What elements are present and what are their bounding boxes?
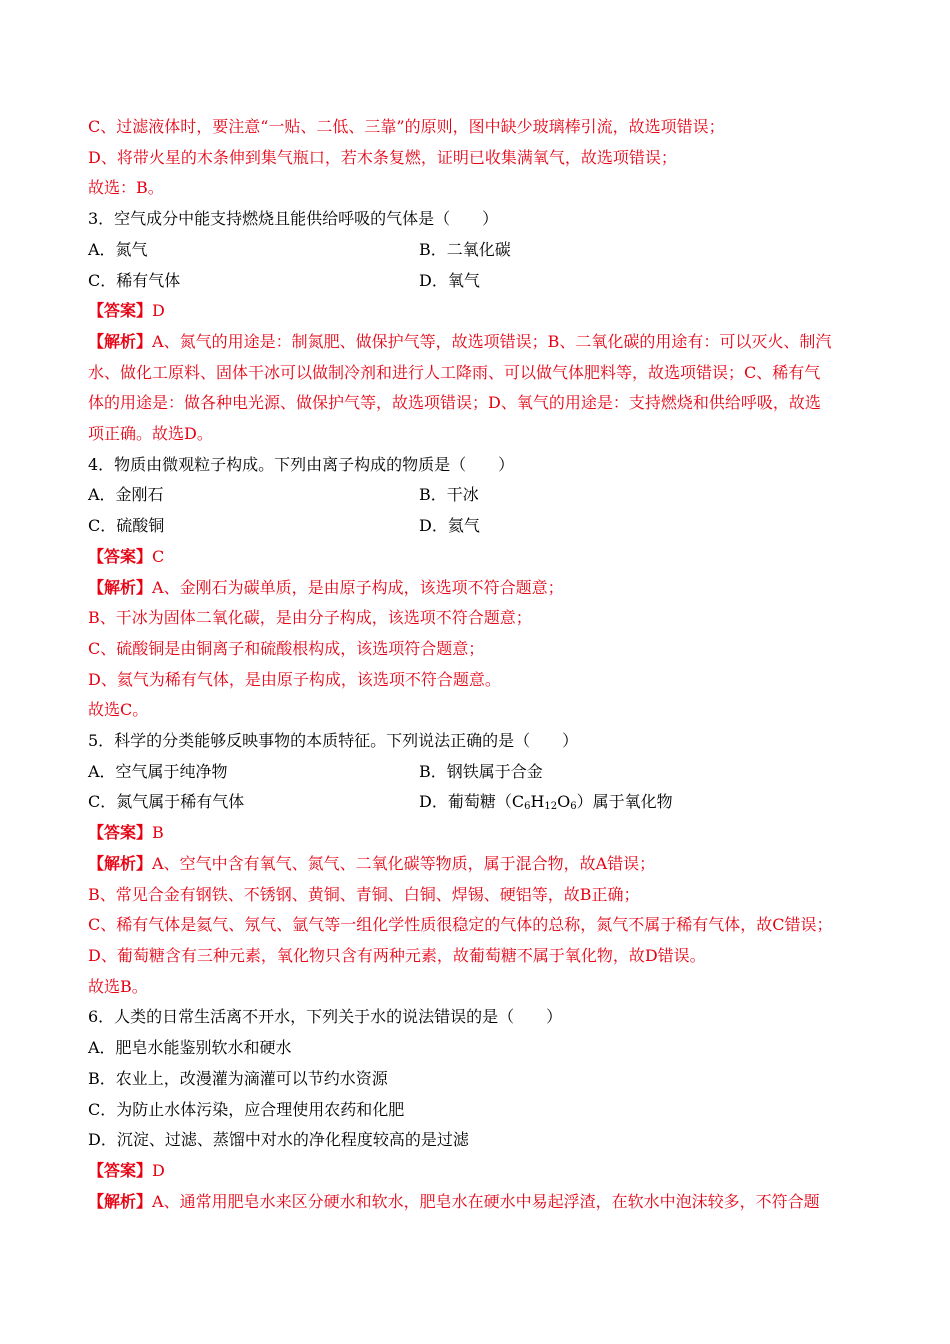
answer-value: D [152, 301, 165, 321]
subscript: 6 [524, 801, 531, 813]
options-row [88, 480, 878, 511]
analysis-line: 体的用途是：做各种电光源、做保护气等，故选项错误；D、氧气的用途是：支持燃烧和供给呼吸，故选 [88, 393, 821, 413]
analysis-line [88, 1187, 878, 1218]
analysis-line: D、氦气为稀有气体，是由原子构成，该选项不符合题意。 [88, 669, 501, 689]
option-c: C．为防止水体污染，应合理使用农药和化肥 [88, 1099, 405, 1119]
question-5 [88, 726, 878, 1002]
options-row [88, 235, 878, 266]
question-stem: 3．空气成分中能支持燃烧且能供给呼吸的气体是（ ） [88, 209, 499, 229]
analysis-tag: 【解析】 [88, 853, 153, 873]
answer-tag: 【答案】 [88, 301, 153, 321]
option-d-text: H [530, 792, 545, 812]
analysis-line [88, 327, 878, 358]
option-d: D．氧气 [419, 270, 480, 290]
question-4 [88, 450, 878, 726]
answer-value: B [152, 823, 164, 843]
option-a: A．空气属于纯净物 [88, 761, 228, 781]
option-b: B．农业上，改漫灌为滴灌可以节约水资源 [88, 1068, 388, 1088]
answer-tag: 【答案】 [88, 546, 153, 566]
answer-tag: 【答案】 [88, 1160, 153, 1180]
analysis-text: A、空气中含有氧气、氮气、二氧化碳等物质，属于混合物，故A错误； [152, 853, 656, 873]
option-c: C．氮气属于稀有气体 [88, 792, 245, 812]
question-stem: 4．物质由微观粒子构成。下列由离子构成的物质是（ ） [88, 454, 515, 474]
option-d: D．沉淀、过滤、蒸馏中对水的净化程度较高的是过滤 [88, 1130, 469, 1150]
answer-value: C [152, 546, 165, 566]
q2-analysis-tail [88, 112, 878, 204]
analysis-tag: 【解析】 [88, 1191, 153, 1211]
question-3 [88, 204, 878, 450]
option-d-text: O [557, 792, 571, 812]
analysis-line: C、稀有气体是氦气、氖气、氩气等一组化学性质很稳定的气体的总称，氮气不属于稀有气体，故C错误； [88, 915, 833, 935]
analysis-text: A、氮气的用途是：制氮肥、做保护气等，故选项错误；B、二氧化碳的用途有：可以灭火、制汽 [152, 331, 832, 351]
analysis-text: A、金刚石为碳单质，是由原子构成，该选项不符合题意； [152, 577, 564, 597]
options-row [88, 511, 878, 542]
subscript: 6 [570, 801, 577, 813]
question-stem: 6．人类的日常生活离不开水，下列关于水的说法错误的是（ ） [88, 1007, 563, 1027]
analysis-line: 项正确。故选D。 [88, 424, 213, 444]
analysis-line [88, 573, 878, 604]
analysis-line: D、葡萄糖含有三种元素，氧化物只含有两种元素，故葡萄糖不属于氧化物，故D错误。 [88, 945, 706, 965]
analysis-line: 故选C。 [88, 700, 149, 720]
option-a: A．肥皂水能鉴别软水和硬水 [88, 1038, 292, 1058]
option-a: A．氮气 [88, 239, 148, 259]
answer-line [88, 1156, 878, 1187]
analysis-line [88, 849, 878, 880]
analysis-line: C、硫酸铜是由铜离子和硫酸根构成，该选项符合题意； [88, 638, 485, 658]
answer-line [88, 296, 878, 327]
options-row [88, 757, 878, 788]
analysis-line: 故选B。 [88, 976, 148, 996]
question-6 [88, 1002, 878, 1217]
option-b: B．干冰 [419, 485, 479, 505]
analysis-text: A、通常用肥皂水来区分硬水和软水，肥皂水在硬水中易起浮渣，在软水中泡沫较多，不符合题 [152, 1191, 820, 1211]
analysis-line: 故选：B。 [88, 178, 164, 198]
analysis-tag: 【解析】 [88, 331, 153, 351]
analysis-line: B、常见合金有钢铁、不锈钢、黄铜、青铜、白铜、焊锡、硬铝等，故B正确； [88, 884, 640, 904]
option-a: A．金刚石 [88, 485, 164, 505]
option-d: D．氦气 [419, 516, 480, 536]
option-d-prefix: D．葡萄糖（C [419, 792, 525, 812]
analysis-line: B、干冰为固体二氧化碳，是由分子构成，该选项不符合题意； [88, 608, 532, 628]
subscript: 12 [544, 801, 558, 813]
analysis-line: D、将带火星的木条伸到集气瓶口，若木条复燃，证明已收集满氧气，故选项错误； [88, 147, 677, 167]
options-row [88, 787, 878, 818]
answer-tag: 【答案】 [88, 823, 153, 843]
option-d-suffix: ）属于氧化物 [576, 792, 673, 812]
document-page [88, 112, 878, 1217]
analysis-line: C、过滤液体时，要注意“一贴、二低、三靠”的原则，图中缺少玻璃棒引流，故选项错误； [88, 117, 725, 136]
answer-line [88, 818, 878, 849]
answer-line [88, 542, 878, 573]
analysis-line: 水、做化工原料、固体干冰可以做制冷剂和进行人工降雨、可以做气体肥料等，故选项错误；C、稀有气 [88, 362, 821, 382]
answer-value: D [152, 1160, 165, 1180]
option-c: C．硫酸铜 [88, 516, 165, 536]
option-b: B．钢铁属于合金 [419, 761, 543, 781]
question-stem: 5．科学的分类能够反映事物的本质特征。下列说法正确的是（ ） [88, 731, 579, 751]
option-c: C．稀有气体 [88, 270, 181, 290]
option-d [419, 787, 878, 818]
analysis-tag: 【解析】 [88, 577, 153, 597]
option-b: B．二氧化碳 [419, 239, 511, 259]
options-row [88, 266, 878, 297]
